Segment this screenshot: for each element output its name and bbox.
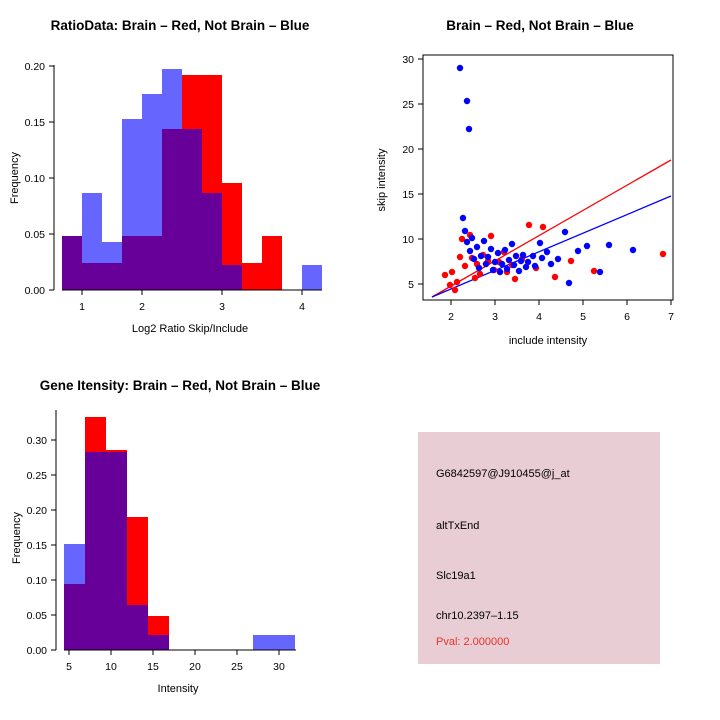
svg-text:2: 2 xyxy=(139,301,145,313)
ratio-histogram-svg xyxy=(0,0,360,360)
location-text: chr10.2397–1.15 xyxy=(436,610,519,622)
svg-text:3: 3 xyxy=(492,311,498,323)
svg-text:15: 15 xyxy=(147,661,159,673)
svg-text:0.30: 0.30 xyxy=(26,435,47,447)
svg-text:4: 4 xyxy=(299,301,305,313)
svg-text:5: 5 xyxy=(66,661,72,673)
panel-scatter xyxy=(360,0,720,360)
ratio-histogram-yticks xyxy=(25,61,46,297)
scatter-fit-lines xyxy=(432,160,671,297)
svg-text:5: 5 xyxy=(408,279,414,291)
ratio-histogram-ylabel: Frequency xyxy=(9,152,21,204)
svg-text:4: 4 xyxy=(536,311,542,323)
ratio-histogram-title: RatioData: Brain – Red, Not Brain – Blue xyxy=(50,18,310,33)
svg-text:0.20: 0.20 xyxy=(24,61,45,73)
gene-histogram-yticks xyxy=(27,435,48,657)
scatter-ylabel: skip intensity xyxy=(376,148,388,212)
svg-text:25: 25 xyxy=(231,661,243,673)
gene-histogram-svg xyxy=(0,360,360,720)
svg-text:30: 30 xyxy=(402,54,414,66)
gene-histogram-ylabel: Frequency xyxy=(11,512,23,564)
probe-id-text: G6842597@J910455@j_at xyxy=(436,468,570,480)
svg-text:20: 20 xyxy=(402,144,414,156)
gene-symbol-text: Slc19a1 xyxy=(436,570,476,582)
scatter-yticks xyxy=(402,54,414,291)
svg-text:6: 6 xyxy=(624,311,630,323)
svg-text:0.00: 0.00 xyxy=(24,285,45,297)
svg-text:0.05: 0.05 xyxy=(24,229,45,241)
svg-text:30: 30 xyxy=(273,661,285,673)
scatter-title: Brain – Red, Not Brain – Blue xyxy=(446,18,634,33)
fit-line-red xyxy=(432,160,671,297)
svg-text:1: 1 xyxy=(79,301,85,313)
svg-text:5: 5 xyxy=(580,311,586,323)
scatter-xticks xyxy=(448,311,674,323)
probe-info-panel xyxy=(418,432,660,664)
scatter-xlabel: include intensity xyxy=(508,335,588,347)
gene-histogram-xlabel: Intensity xyxy=(157,683,199,695)
scatter-svg xyxy=(360,0,720,360)
svg-text:2: 2 xyxy=(448,311,454,323)
ratio-histogram-xlabel: Log2 Ratio Skip/Include xyxy=(131,323,249,335)
ratio-histogram-xticks xyxy=(79,301,305,313)
ratio-histogram-plot xyxy=(9,61,322,335)
pvalue-text: Pval: 2.000000 xyxy=(436,636,510,648)
svg-text:0.15: 0.15 xyxy=(26,540,47,552)
svg-text:0.25: 0.25 xyxy=(26,470,47,482)
svg-text:3: 3 xyxy=(219,301,225,313)
svg-text:0.20: 0.20 xyxy=(26,505,47,517)
panel-ratio-histogram xyxy=(0,0,360,360)
gene-histogram-title: Gene Itensity: Brain – Red, Not Brain – Blue xyxy=(39,378,321,393)
event-type-text: altTxEnd xyxy=(436,520,480,532)
gene-histogram-xticks xyxy=(66,661,285,673)
svg-text:25: 25 xyxy=(402,99,414,111)
svg-text:15: 15 xyxy=(402,189,414,201)
svg-text:0.05: 0.05 xyxy=(26,610,47,622)
svg-text:20: 20 xyxy=(189,661,201,673)
gene-bars-blue xyxy=(64,452,295,650)
svg-text:10: 10 xyxy=(105,661,117,673)
fit-line-blue xyxy=(432,196,671,297)
svg-text:0.00: 0.00 xyxy=(26,645,47,657)
svg-text:0.10: 0.10 xyxy=(26,575,47,587)
svg-text:0.15: 0.15 xyxy=(24,117,45,129)
panel-gene-histogram xyxy=(0,360,360,720)
svg-text:0.10: 0.10 xyxy=(24,173,45,185)
svg-text:10: 10 xyxy=(402,234,414,246)
svg-text:7: 7 xyxy=(668,311,674,323)
